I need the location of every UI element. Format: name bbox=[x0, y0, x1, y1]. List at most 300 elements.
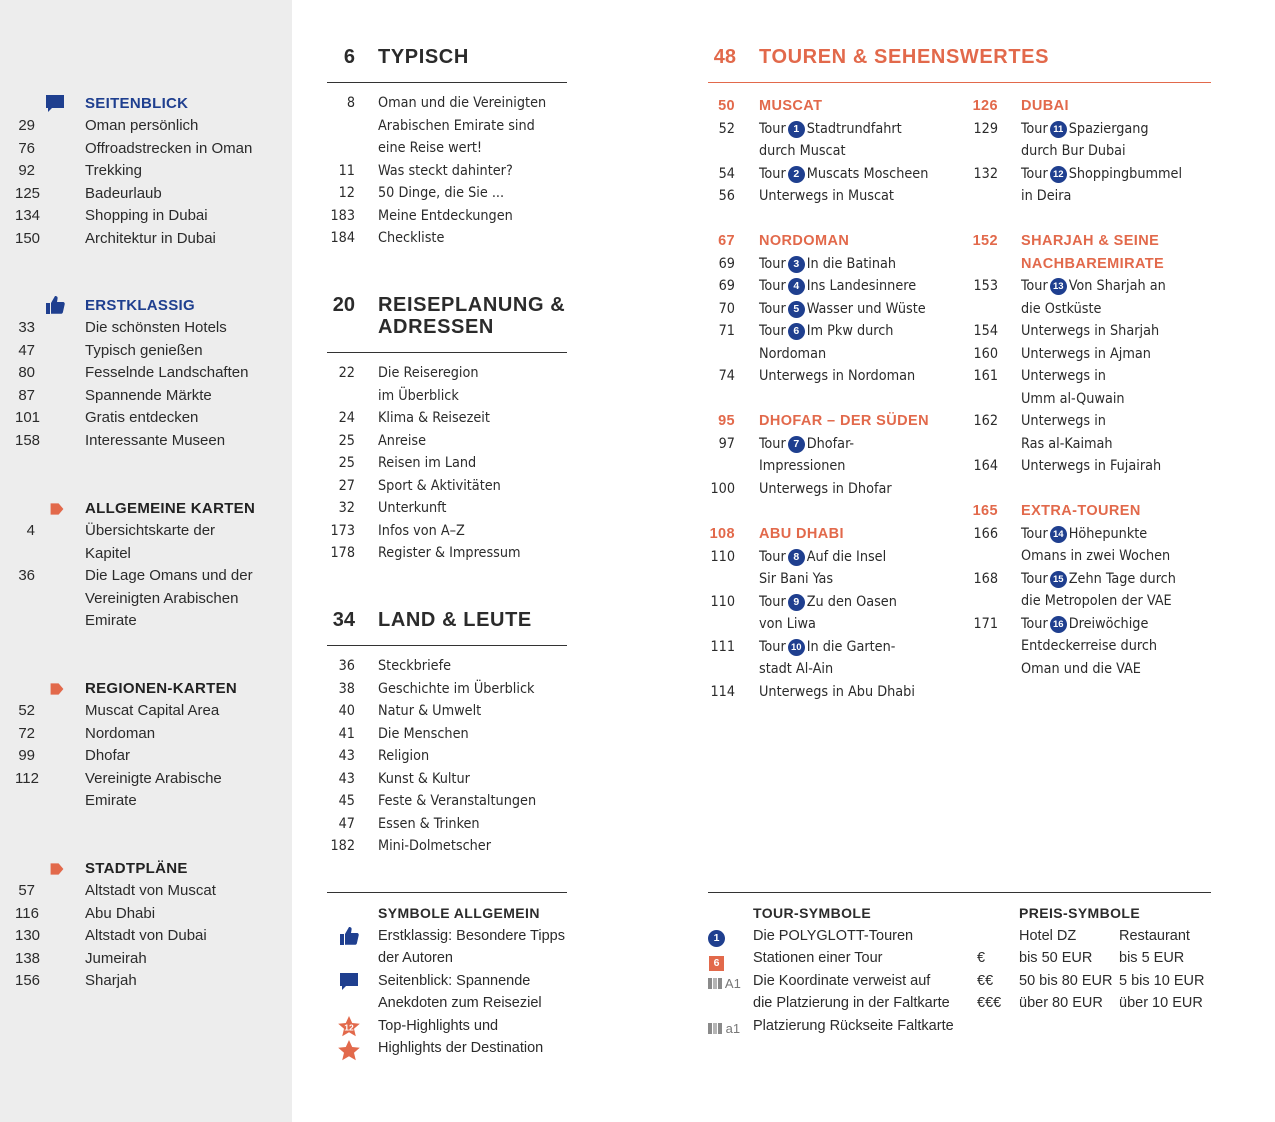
region-page-number: 165 bbox=[972, 503, 998, 519]
entry-text: Mini-Dolmetscher bbox=[378, 838, 492, 854]
page-number: 164 bbox=[973, 458, 998, 474]
page-number: 92 bbox=[18, 162, 35, 179]
entry-text: Interessante Museen bbox=[85, 431, 226, 449]
page-number: 134 bbox=[15, 207, 41, 224]
divider bbox=[708, 82, 1211, 83]
entry-text: Religion bbox=[378, 748, 430, 764]
entry-text bbox=[759, 298, 926, 321]
list-item bbox=[970, 545, 1211, 568]
entry-text: Sport & Aktivitäten bbox=[378, 477, 501, 494]
price-header-restaurant: Restaurant bbox=[1119, 927, 1190, 944]
entry-text: Spannende Märkte bbox=[85, 386, 212, 404]
list-item bbox=[327, 430, 567, 453]
entry-text: Impressionen bbox=[759, 458, 846, 474]
list-item bbox=[708, 118, 968, 141]
list-item bbox=[970, 140, 1211, 163]
tour-title: Dhofar- bbox=[806, 435, 855, 452]
page-number: 161 bbox=[973, 368, 998, 384]
entry-text bbox=[759, 546, 886, 569]
page-number: 4 bbox=[26, 522, 35, 539]
entry-text: Feste & Veranstaltungen bbox=[378, 793, 537, 809]
entry-text: eine Reise wert! bbox=[378, 140, 483, 156]
entry-text: Infos von A–Z bbox=[378, 522, 465, 539]
entry-text: Natur & Umwelt bbox=[378, 703, 482, 719]
page-number: 166 bbox=[973, 525, 998, 542]
entry-text: Die Menschen bbox=[378, 725, 469, 742]
entry-text: Nordoman bbox=[85, 724, 156, 742]
entry-text: Fesselnde Landschaften bbox=[85, 364, 249, 381]
page-number: 162 bbox=[973, 413, 998, 429]
list-item bbox=[708, 163, 968, 186]
divider bbox=[327, 82, 567, 83]
entry-text: Meine Entdeckungen bbox=[378, 207, 513, 224]
entry-text bbox=[1021, 163, 1182, 186]
region-heading bbox=[970, 500, 1211, 523]
entry-text bbox=[1021, 568, 1176, 591]
tour-title: In die Garten- bbox=[806, 638, 896, 655]
legend-line: Stationen einer Tour bbox=[753, 950, 883, 966]
entry-text: Unterwegs in Abu Dhabi bbox=[759, 683, 915, 700]
list-item bbox=[327, 205, 567, 228]
star-number: 12 bbox=[344, 1022, 354, 1033]
tour-word: Tour bbox=[759, 435, 786, 452]
entry-text: Essen & Trinken bbox=[378, 815, 480, 832]
entry-text: Oman und die Vereinigten bbox=[378, 95, 547, 111]
tour-title: Shoppingbummel bbox=[1068, 165, 1183, 182]
page-number: 41 bbox=[338, 725, 355, 742]
list-item bbox=[327, 655, 567, 678]
entry-text: im Überblick bbox=[378, 387, 459, 404]
page-number: 33 bbox=[18, 319, 35, 336]
entry-text: Typisch genießen bbox=[85, 341, 203, 359]
tour-title: Ins Landesinnere bbox=[806, 278, 917, 294]
page-number: 24 bbox=[338, 410, 355, 426]
page-number: 114 bbox=[710, 683, 735, 700]
entry-text: Altstadt von Muscat bbox=[85, 882, 216, 899]
page-number: 111 bbox=[710, 638, 735, 655]
list-item bbox=[327, 835, 567, 858]
entry-text: Oman persönlich bbox=[85, 117, 199, 134]
page-number: 97 bbox=[718, 435, 735, 452]
entry-text: Vereinigte Arabische bbox=[85, 769, 222, 787]
region-heading bbox=[708, 523, 968, 546]
list bbox=[378, 925, 565, 1060]
list-item bbox=[327, 362, 567, 385]
entry-text bbox=[1021, 523, 1147, 546]
folded-map-icon bbox=[708, 978, 722, 989]
page-number: 52 bbox=[18, 702, 35, 719]
tour-badge-symbol bbox=[708, 927, 725, 947]
entry-text bbox=[759, 636, 895, 659]
list-item bbox=[327, 137, 567, 160]
entry-text bbox=[1021, 613, 1148, 636]
page-number: 156 bbox=[15, 972, 41, 989]
entry-text: Umm al-Quwain bbox=[1021, 390, 1125, 407]
tour-title: Von Sharjah an bbox=[1068, 278, 1166, 294]
entry-text: von Liwa bbox=[759, 616, 816, 632]
price-hotel: 50 bis 80 EUR bbox=[1019, 972, 1113, 989]
legend-line: Platzierung Rückseite Faltkarte bbox=[753, 1017, 954, 1034]
page-number: 153 bbox=[973, 278, 998, 294]
tour-word: Tour bbox=[1021, 570, 1048, 587]
page-number: 32 bbox=[338, 500, 355, 516]
left-panel: SEITENBLICK 29 Oman persönlich 76 Offroadstrecken in Oman 92 Trekking 125 Badeurlaub 134 Shopping in Dubai 150 Architektur in Dubai ERSTKLASSIG 33 Die schönsten Hotels 47 Typisch genießen 80 Fesselnde Landschaften 87 Spannende Märkte 101 Gratis entdecken 158 Interessante Museen ALLGEMEINE KARTEN 4 Übersichtskarte der Kapitel 36 Die Lage Omans und der Vereinigten Arabischen Emirate REGIONEN-KARTEN 52 Muscat Capital Area 72 Nordoman 99 Dhofar 112 Vereinigte Arabische Emirate STADTPLÄNE 57 Altstadt von Muscat 116 Abu Dhabi 130 Altstadt von Dubai 138 Jumeirah 156 Sharjah bbox=[0, 0, 292, 1122]
page-number: 45 bbox=[338, 793, 355, 809]
entry-text: Unterwegs in Sharjah bbox=[1021, 323, 1160, 339]
page-number: 11 bbox=[338, 162, 355, 179]
page-number: 29 bbox=[18, 117, 35, 134]
list-item bbox=[970, 320, 1211, 343]
entry-text: Unterwegs in Nordoman bbox=[759, 368, 916, 384]
chapter-number: 6 bbox=[343, 46, 355, 68]
page-number: 110 bbox=[710, 593, 735, 610]
page-number: 27 bbox=[338, 477, 355, 494]
entry-text: Omans in zwei Wochen bbox=[1021, 548, 1171, 564]
tour-number-badge: 7 bbox=[788, 436, 805, 453]
region-title: EXTRA-TOUREN bbox=[1021, 503, 1141, 519]
thumbs-up-icon bbox=[45, 295, 65, 315]
legend-line: Erstklassig: Besondere Tipps bbox=[378, 927, 565, 944]
entry-text: Jumeirah bbox=[85, 949, 147, 967]
tour-region-section bbox=[970, 95, 1211, 208]
list-item bbox=[708, 298, 968, 321]
price-restaurant: 5 bis 10 EUR bbox=[1119, 972, 1205, 989]
list bbox=[327, 362, 567, 565]
region-page-number: 152 bbox=[972, 233, 998, 249]
entry-text: Register & Impressum bbox=[378, 545, 521, 561]
list-item bbox=[327, 542, 567, 565]
page-number: 101 bbox=[15, 409, 41, 426]
list-item bbox=[970, 613, 1211, 636]
tour-title: Stadtrundfahrt bbox=[806, 120, 902, 137]
region-title: DHOFAR – DER SÜDEN bbox=[759, 413, 929, 429]
region-page-number: 108 bbox=[709, 526, 735, 542]
entry-text bbox=[759, 275, 916, 298]
list-item bbox=[327, 475, 567, 498]
list-item bbox=[327, 92, 567, 115]
chapter-title-line: ADRESSEN bbox=[378, 316, 494, 338]
map-back-code: a1 bbox=[725, 1021, 741, 1036]
page-number: 69 bbox=[718, 255, 735, 272]
entry-text: Abu Dhabi bbox=[85, 904, 156, 922]
list-item bbox=[970, 275, 1211, 298]
list-item bbox=[970, 298, 1211, 321]
list-item bbox=[708, 658, 968, 681]
speech-bubble-icon bbox=[45, 94, 65, 114]
list-item bbox=[327, 520, 567, 543]
tour-number-badge: 3 bbox=[788, 256, 805, 273]
list-item bbox=[708, 365, 968, 388]
entry-text: Unterwegs in Dhofar bbox=[759, 480, 892, 497]
list-item bbox=[708, 591, 968, 614]
page-number: 125 bbox=[15, 184, 41, 202]
price-row bbox=[975, 992, 1211, 1015]
divider bbox=[327, 645, 567, 646]
entry-text: Gratis entdecken bbox=[85, 409, 199, 426]
chapter-number: 48 bbox=[713, 46, 736, 68]
page-number: 100 bbox=[710, 480, 735, 497]
entry-text: Emirate bbox=[85, 792, 137, 809]
list-item bbox=[708, 636, 968, 659]
list-item bbox=[327, 115, 567, 138]
tour-word: Tour bbox=[759, 165, 786, 182]
speech-bubble-icon bbox=[339, 972, 359, 992]
list-item bbox=[327, 182, 567, 205]
page-number: 158 bbox=[15, 431, 41, 449]
entry-text bbox=[759, 433, 854, 456]
page-number: 99 bbox=[18, 747, 35, 764]
tour-number-badge: 12 bbox=[1050, 166, 1067, 183]
price-restaurant: über 10 EUR bbox=[1119, 995, 1203, 1011]
chapter-title: TOUREN & SEHENSWERTES bbox=[759, 46, 1050, 68]
region-title: NACHBAREMIRATE bbox=[1021, 255, 1165, 272]
thumbs-up-icon bbox=[339, 926, 359, 946]
page-number: 56 bbox=[718, 188, 735, 204]
page-number: 110 bbox=[710, 548, 735, 565]
tour-word: Tour bbox=[759, 255, 786, 272]
legend-line: die Platzierung in der Faltkarte bbox=[753, 995, 950, 1011]
entry-text: Sir Bani Yas bbox=[759, 571, 834, 587]
list-item bbox=[970, 523, 1211, 546]
list-item bbox=[327, 768, 567, 791]
list-item bbox=[970, 568, 1211, 591]
entry-text bbox=[759, 591, 897, 614]
list-item bbox=[970, 163, 1211, 186]
page-number: 171 bbox=[973, 615, 998, 632]
page-number: 22 bbox=[338, 365, 355, 381]
entry-text: Steckbriefe bbox=[378, 658, 452, 674]
chapter-title-line: REISEPLANUNG & bbox=[378, 294, 566, 316]
region-title: DUBAI bbox=[1021, 98, 1069, 114]
entry-text: Nordoman bbox=[759, 345, 827, 362]
tour-region-section bbox=[708, 410, 968, 500]
entry-text: Ras al-Kaimah bbox=[1021, 435, 1113, 452]
entry-text: Klima & Reisezeit bbox=[378, 410, 490, 426]
legend-divider bbox=[327, 892, 567, 893]
tour-title: In die Batinah bbox=[806, 255, 897, 272]
tour-word: Tour bbox=[1021, 278, 1048, 294]
tour-number-badge: 9 bbox=[788, 594, 805, 611]
chapter-title: TYPISCH bbox=[378, 46, 469, 68]
page-number: 69 bbox=[718, 278, 735, 294]
entry-text bbox=[759, 163, 928, 186]
page-number: 76 bbox=[18, 139, 35, 157]
page-number: 112 bbox=[15, 769, 39, 787]
entry-text: Muscat Capital Area bbox=[85, 702, 220, 719]
entry-text: Unterwegs in Fujairah bbox=[1021, 458, 1162, 474]
entry-text: Checkliste bbox=[378, 230, 445, 246]
entry-text: Shopping in Dubai bbox=[85, 207, 208, 224]
list-item bbox=[970, 185, 1211, 208]
price-restaurant: bis 5 EUR bbox=[1119, 950, 1185, 966]
list-item bbox=[327, 385, 567, 408]
legend-divider bbox=[708, 892, 1211, 893]
list-item bbox=[327, 160, 567, 183]
list-item bbox=[327, 227, 567, 250]
chapter-number: 34 bbox=[332, 609, 355, 631]
list-item bbox=[970, 388, 1211, 411]
region-heading bbox=[970, 230, 1211, 253]
chapter-title: LAND & LEUTE bbox=[378, 609, 532, 631]
list bbox=[753, 925, 954, 1038]
tour-number-badge: 11 bbox=[1050, 121, 1067, 138]
list-item bbox=[327, 700, 567, 723]
page-number: 38 bbox=[338, 680, 355, 697]
tour-title: Dreiwöchige bbox=[1068, 615, 1149, 632]
entry-text: Emirate bbox=[85, 612, 137, 629]
list-item bbox=[708, 681, 968, 704]
entry-text: stadt Al-Ain bbox=[759, 661, 834, 677]
entry-text: Offroadstrecken in Oman bbox=[85, 139, 253, 157]
page-number: 25 bbox=[338, 432, 355, 449]
entry-text: durch Muscat bbox=[759, 143, 846, 159]
list-item bbox=[970, 455, 1211, 478]
entry-text: die Metropolen der VAE bbox=[1021, 593, 1172, 609]
region-heading bbox=[970, 95, 1211, 118]
entry-text: Oman und die VAE bbox=[1021, 660, 1141, 677]
page-number: 132 bbox=[973, 165, 998, 182]
entry-text: Die Reiseregion bbox=[378, 365, 479, 381]
page-number: 43 bbox=[338, 748, 355, 764]
page-number: 36 bbox=[18, 567, 35, 584]
list-item bbox=[708, 568, 968, 591]
region-page-number: 67 bbox=[718, 233, 735, 249]
map-tag-icon bbox=[49, 861, 65, 877]
entry-text: Die schönsten Hotels bbox=[85, 319, 227, 336]
price-symbol: €€ bbox=[977, 972, 994, 989]
price-row bbox=[975, 947, 1211, 970]
tour-word: Tour bbox=[759, 548, 786, 565]
divider bbox=[327, 352, 567, 353]
page-number: 116 bbox=[15, 904, 39, 922]
region-title: MUSCAT bbox=[759, 98, 823, 114]
list-item bbox=[708, 275, 968, 298]
entry-text: Arabischen Emirate sind bbox=[378, 117, 535, 134]
entry-text: Übersichtskarte der bbox=[85, 522, 216, 539]
map-coordinate-code: A1 bbox=[724, 976, 741, 991]
page-number: 47 bbox=[338, 815, 355, 832]
list-item bbox=[708, 140, 968, 163]
tour-title: Spaziergang bbox=[1068, 120, 1149, 137]
page-number: 184 bbox=[330, 230, 355, 246]
entry-text: Badeurlaub bbox=[85, 184, 162, 202]
page-number: 150 bbox=[15, 229, 41, 247]
legend-line: der Autoren bbox=[378, 950, 453, 966]
entry-text: Unterwegs in bbox=[1021, 413, 1106, 429]
entry-text: Unterwegs in bbox=[1021, 368, 1106, 384]
price-rows bbox=[975, 947, 1211, 1015]
price-row bbox=[975, 970, 1211, 993]
tour-word: Tour bbox=[759, 638, 786, 655]
legend-line: Seitenblick: Spannende bbox=[378, 972, 531, 989]
page-number: 43 bbox=[338, 770, 355, 787]
tour-word: Tour bbox=[759, 120, 786, 137]
tour-title: Im Pkw durch bbox=[806, 323, 894, 339]
page-number: 138 bbox=[15, 949, 41, 967]
region-page-number: 95 bbox=[718, 413, 735, 429]
entry-text: die Ostküste bbox=[1021, 300, 1102, 317]
entry-text: Reisen im Land bbox=[378, 455, 477, 471]
star-icon bbox=[337, 1039, 361, 1063]
map-coordinate-symbol bbox=[708, 973, 741, 995]
entry-text: Sharjah bbox=[85, 972, 137, 989]
entry-text: durch Bur Dubai bbox=[1021, 143, 1126, 159]
list-item bbox=[327, 723, 567, 746]
entry-text: Anreise bbox=[378, 432, 427, 449]
page-number: 47 bbox=[18, 341, 35, 359]
list-item bbox=[970, 410, 1211, 433]
page-number: 12 bbox=[338, 185, 355, 201]
entry-text: Unterwegs in Muscat bbox=[759, 188, 894, 204]
tour-word: Tour bbox=[1021, 525, 1048, 542]
list-item bbox=[708, 320, 968, 343]
tour-number-badge: 10 bbox=[788, 639, 805, 656]
entry-text: Geschichte im Überblick bbox=[378, 680, 535, 697]
map-tag-icon bbox=[49, 681, 65, 697]
list bbox=[327, 92, 567, 250]
tour-word: Tour bbox=[759, 593, 786, 610]
tour-region-section bbox=[708, 523, 968, 703]
station-symbol bbox=[709, 951, 724, 971]
list-item bbox=[327, 407, 567, 430]
tour-title: Höhepunkte bbox=[1068, 525, 1148, 542]
page-number: 87 bbox=[18, 386, 35, 404]
list-item bbox=[970, 343, 1211, 366]
numbered-star-icon bbox=[337, 1015, 361, 1039]
list-item bbox=[970, 590, 1211, 613]
entry-text bbox=[1021, 118, 1149, 141]
legend-title: PREIS-SYMBOLE bbox=[1019, 905, 1141, 921]
page-number: 182 bbox=[330, 838, 355, 854]
list-item bbox=[708, 613, 968, 636]
list-item bbox=[708, 433, 968, 456]
list-item bbox=[708, 343, 968, 366]
tour-number-badge: 13 bbox=[1050, 278, 1067, 295]
entry-text: Unterwegs in Ajman bbox=[1021, 345, 1151, 362]
region-heading bbox=[708, 230, 968, 253]
tour-number-badge: 15 bbox=[1050, 571, 1067, 588]
page-number: 80 bbox=[18, 364, 35, 381]
station-number-square: 6 bbox=[709, 956, 724, 971]
map-back-symbol bbox=[708, 1018, 740, 1040]
tour-region-section bbox=[970, 500, 1211, 680]
page-number: 54 bbox=[718, 165, 735, 182]
tour-word: Tour bbox=[1021, 120, 1048, 137]
entry-text: Die Lage Omans und der bbox=[85, 567, 253, 584]
entry-text bbox=[759, 320, 893, 343]
page-number: 129 bbox=[973, 120, 998, 137]
tour-region-section bbox=[708, 230, 968, 388]
tour-region-section bbox=[970, 230, 1211, 478]
legend-title: SYMBOLE ALLGEMEIN bbox=[378, 905, 540, 921]
page-number: 72 bbox=[18, 724, 35, 742]
entry-text: Was steckt dahinter? bbox=[378, 162, 513, 179]
page-number: 25 bbox=[338, 455, 355, 471]
tour-number-badge: 8 bbox=[788, 549, 805, 566]
tour-word: Tour bbox=[759, 278, 786, 294]
entry-text: Architektur in Dubai bbox=[85, 229, 216, 247]
legend-line: Highlights der Destination bbox=[378, 1040, 544, 1056]
page-number: 74 bbox=[718, 368, 735, 384]
tour-region-section bbox=[708, 95, 968, 208]
map-tag-icon bbox=[49, 501, 65, 517]
region-title: ABU DHABI bbox=[759, 526, 844, 542]
list-item bbox=[970, 433, 1211, 456]
page-number: 130 bbox=[15, 927, 41, 944]
list-item bbox=[970, 658, 1211, 681]
list-item bbox=[327, 813, 567, 836]
price-symbol: € bbox=[977, 950, 986, 966]
